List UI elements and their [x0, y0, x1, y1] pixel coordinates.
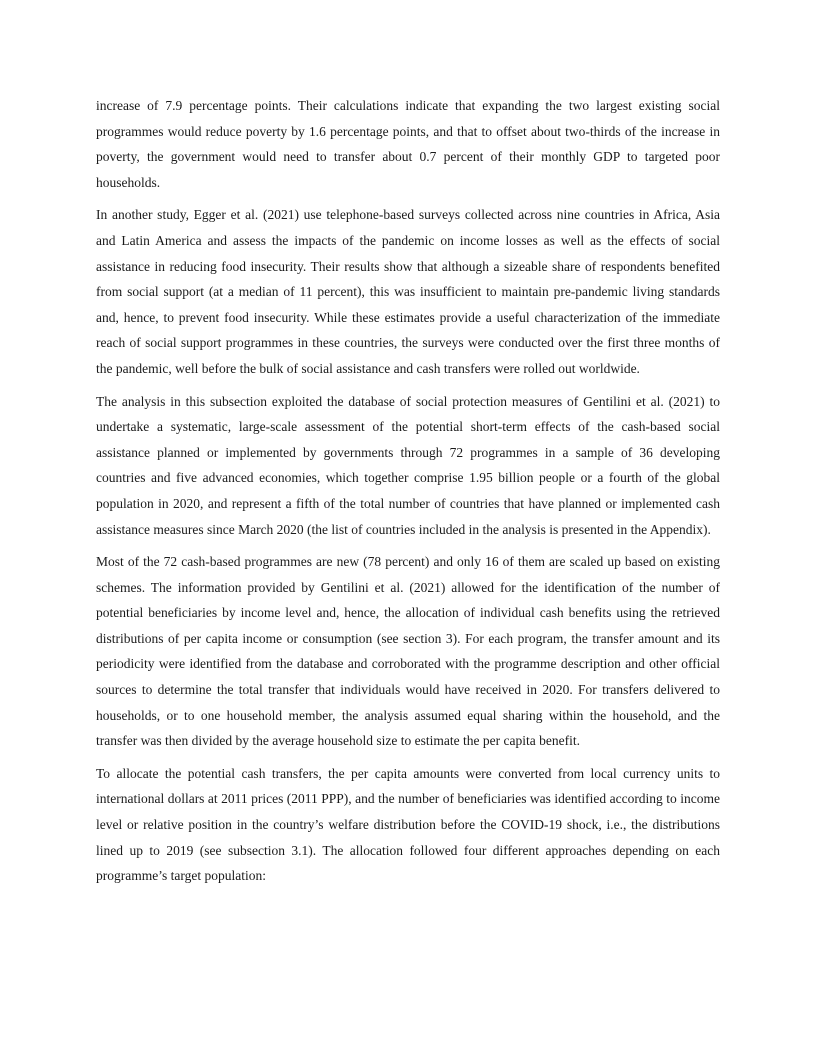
paragraph-cash-programmes: Most of the 72 cash-based programmes are new (78 percent) and only 16 of them are scaled up based on existing schemes. The information provided by Gentilini et al. (2021) allowed for the identification of the number of potential beneficiaries by income level and, hence, the allocation of individual cash benefits using the retrieved distributions of per capita income or consumption (see section 3). For each program, the transfer amount and its periodicity were identified from the database and corroborated with the programme description and other official sources to determine the total transfer that individuals would have received in 2020. For transfers delivered to households, or to one household member, the analysis assumed equal sharing within the household, and the transfer was then divided by the average household size to estimate the per capita benefit.: [96, 554, 720, 749]
paragraph-allocation-approach: To allocate the potential cash transfers, the per capita amounts were converted from local currency units to international dollars at 2011 prices (2011 PPP), and the number of beneficiaries was identified according to income level or relative position in the country’s welfare distribution before the COVID-19 shock, i.e., the distributions lined up to 2019 (see subsection 3.1). The allocation followed four different approaches depending on each programme’s target population:: [96, 765, 720, 884]
paragraph-subsection-analysis: The analysis in this subsection exploited the database of social protection measures of Gentilini et al. (2021) to undertake a systematic, large-scale assessment of the potential short-term effects of the cash-based social assistance planned or implemented by governments through 72 programmes in a sample of 36 developing countries and five advanced economies, which together comprise 1.95 billion people or a fourth of the global population in 2020, and represent a fifth of the total number of countries that have planned or implemented cash assistance measures since March 2020 (the list of countries included in the analysis is presented in the Appendix).: [96, 393, 720, 537]
paragraph-poverty-offset: increase of 7.9 percentage points. Their calculations indicate that expanding the two largest existing social programmes would reduce poverty by 1.6 percentage points, and that to offset about two-thirds of the increase in poverty, the government would need to transfer about 0.7 percent of their monthly GDP to targeted poor households.: [96, 98, 720, 190]
paragraph-egger-study: In another study, Egger et al. (2021) use telephone-based surveys collected across nine countries in Africa, Asia and Latin America and assess the impacts of the pandemic on income losses as well as the effects of social assistance in reducing food insecurity. Their results show that although a sizeable share of respondents benefited from social support (at a median of 11 percent), this was insufficient to maintain pre-pandemic living standards and, hence, to prevent food insecurity. While these estimates provide a useful characterization of the immediate reach of social support programmes in these countries, the surveys were conducted over the first three months of the pandemic, well before the bulk of social assistance and cash transfers were rolled out worldwide.: [96, 207, 720, 376]
document-page: [96, 93, 720, 896]
